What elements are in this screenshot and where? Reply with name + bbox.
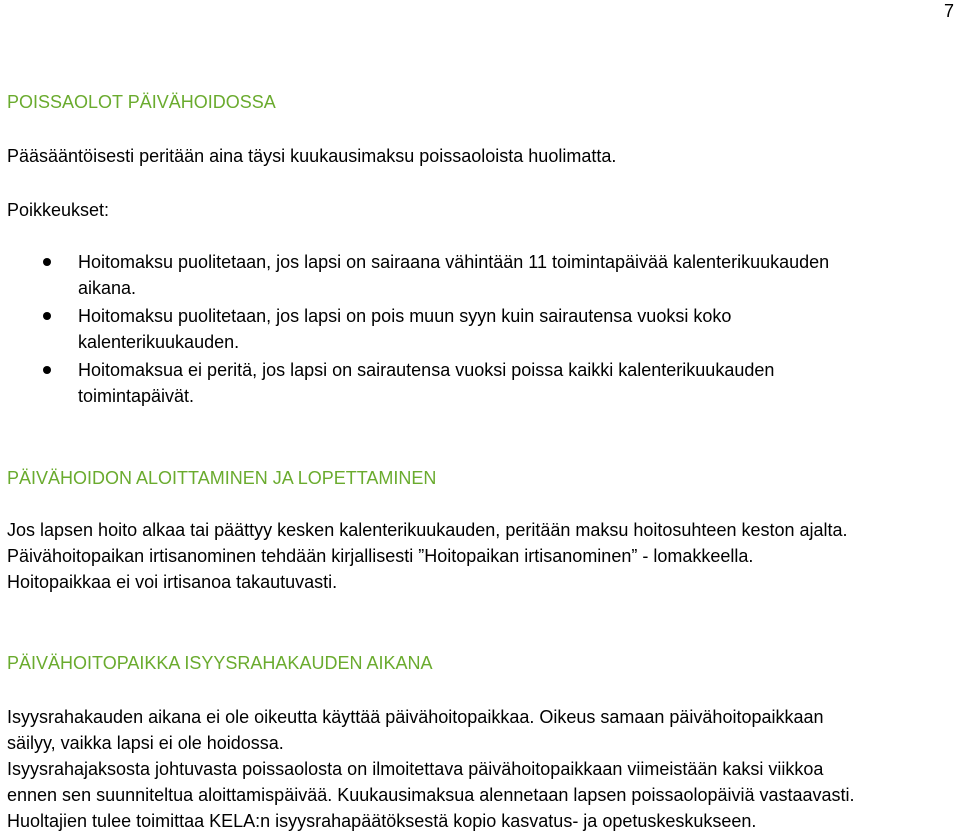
section-heading-start-end: PÄIVÄHOIDON ALOITTAMINEN JA LOPETTAMINEN [7, 468, 437, 488]
paragraph-line: ennen sen suunniteltua aloittamispäivää. Kuukausimaksua alennetaan lapsen poissaolopäiviä vastaavasti. [7, 785, 855, 805]
page-number: 7 [943, 1, 954, 21]
paternity-paragraph [7, 704, 855, 834]
paragraph-line: Isyysrahajaksosta johtuvasta poissaolosta on ilmoitettava päivähoitopaikkaan viimeistään kaksi viikkoa [7, 759, 824, 779]
paragraph-line: Päivähoitopaikan irtisanominen tehdään kirjallisesti ”Hoitopaikan irtisanominen” - lomakkeella. [7, 546, 754, 566]
exceptions-label: Poikkeukset: [7, 200, 110, 220]
section-heading-paternity: PÄIVÄHOITOPAIKKA ISYYSRAHAKAUDEN AIKANA [7, 653, 433, 673]
list-item [0, 303, 829, 355]
bullet-icon [43, 366, 51, 374]
absence-intro-text: Pääsääntöisesti peritään aina täysi kuukausimaksu poissaoloista huolimatta. [7, 146, 617, 166]
list-item-line: Hoitomaksu puolitetaan, jos lapsi on sairaana vähintään 11 toimintapäivää kalenterikuukauden [78, 252, 830, 272]
list-item-line: aikana. [78, 278, 137, 298]
bullet-icon [43, 258, 51, 266]
exceptions-list [0, 249, 829, 411]
list-item [0, 249, 829, 301]
list-item-line: Hoitomaksua ei peritä, jos lapsi on sairautensa vuoksi poissa kaikki kalenterikuukauden [78, 360, 775, 380]
section-heading-absences: POISSAOLOT PÄIVÄHOIDOSSA [7, 92, 276, 112]
bullet-icon [43, 312, 51, 320]
list-item-line: Hoitomaksu puolitetaan, jos lapsi on pois muun syyn kuin sairautensa vuoksi koko [78, 306, 732, 326]
list-item-line: toimintapäivät. [78, 386, 195, 406]
start-end-paragraph [7, 517, 848, 595]
paragraph-line: Jos lapsen hoito alkaa tai päättyy kesken kalenterikuukauden, peritään maksu hoitosuhteen keston ajalta. [7, 520, 848, 540]
list-item-line: kalenterikuukauden. [78, 332, 240, 352]
paragraph-line: Isyysrahakauden aikana ei ole oikeutta käyttää päivähoitopaikkaa. Oikeus samaan päivähoitopaikkaan [7, 707, 824, 727]
list-item [0, 357, 829, 409]
paragraph-line: Huoltajien tulee toimittaa KELA:n isyysrahapäätöksestä kopio kasvatus- ja opetuskeskukseen. [7, 811, 757, 831]
paragraph-line: säilyy, vaikka lapsi ei ole hoidossa. [7, 733, 284, 753]
paragraph-line: Hoitopaikkaa ei voi irtisanoa takautuvasti. [7, 572, 338, 592]
